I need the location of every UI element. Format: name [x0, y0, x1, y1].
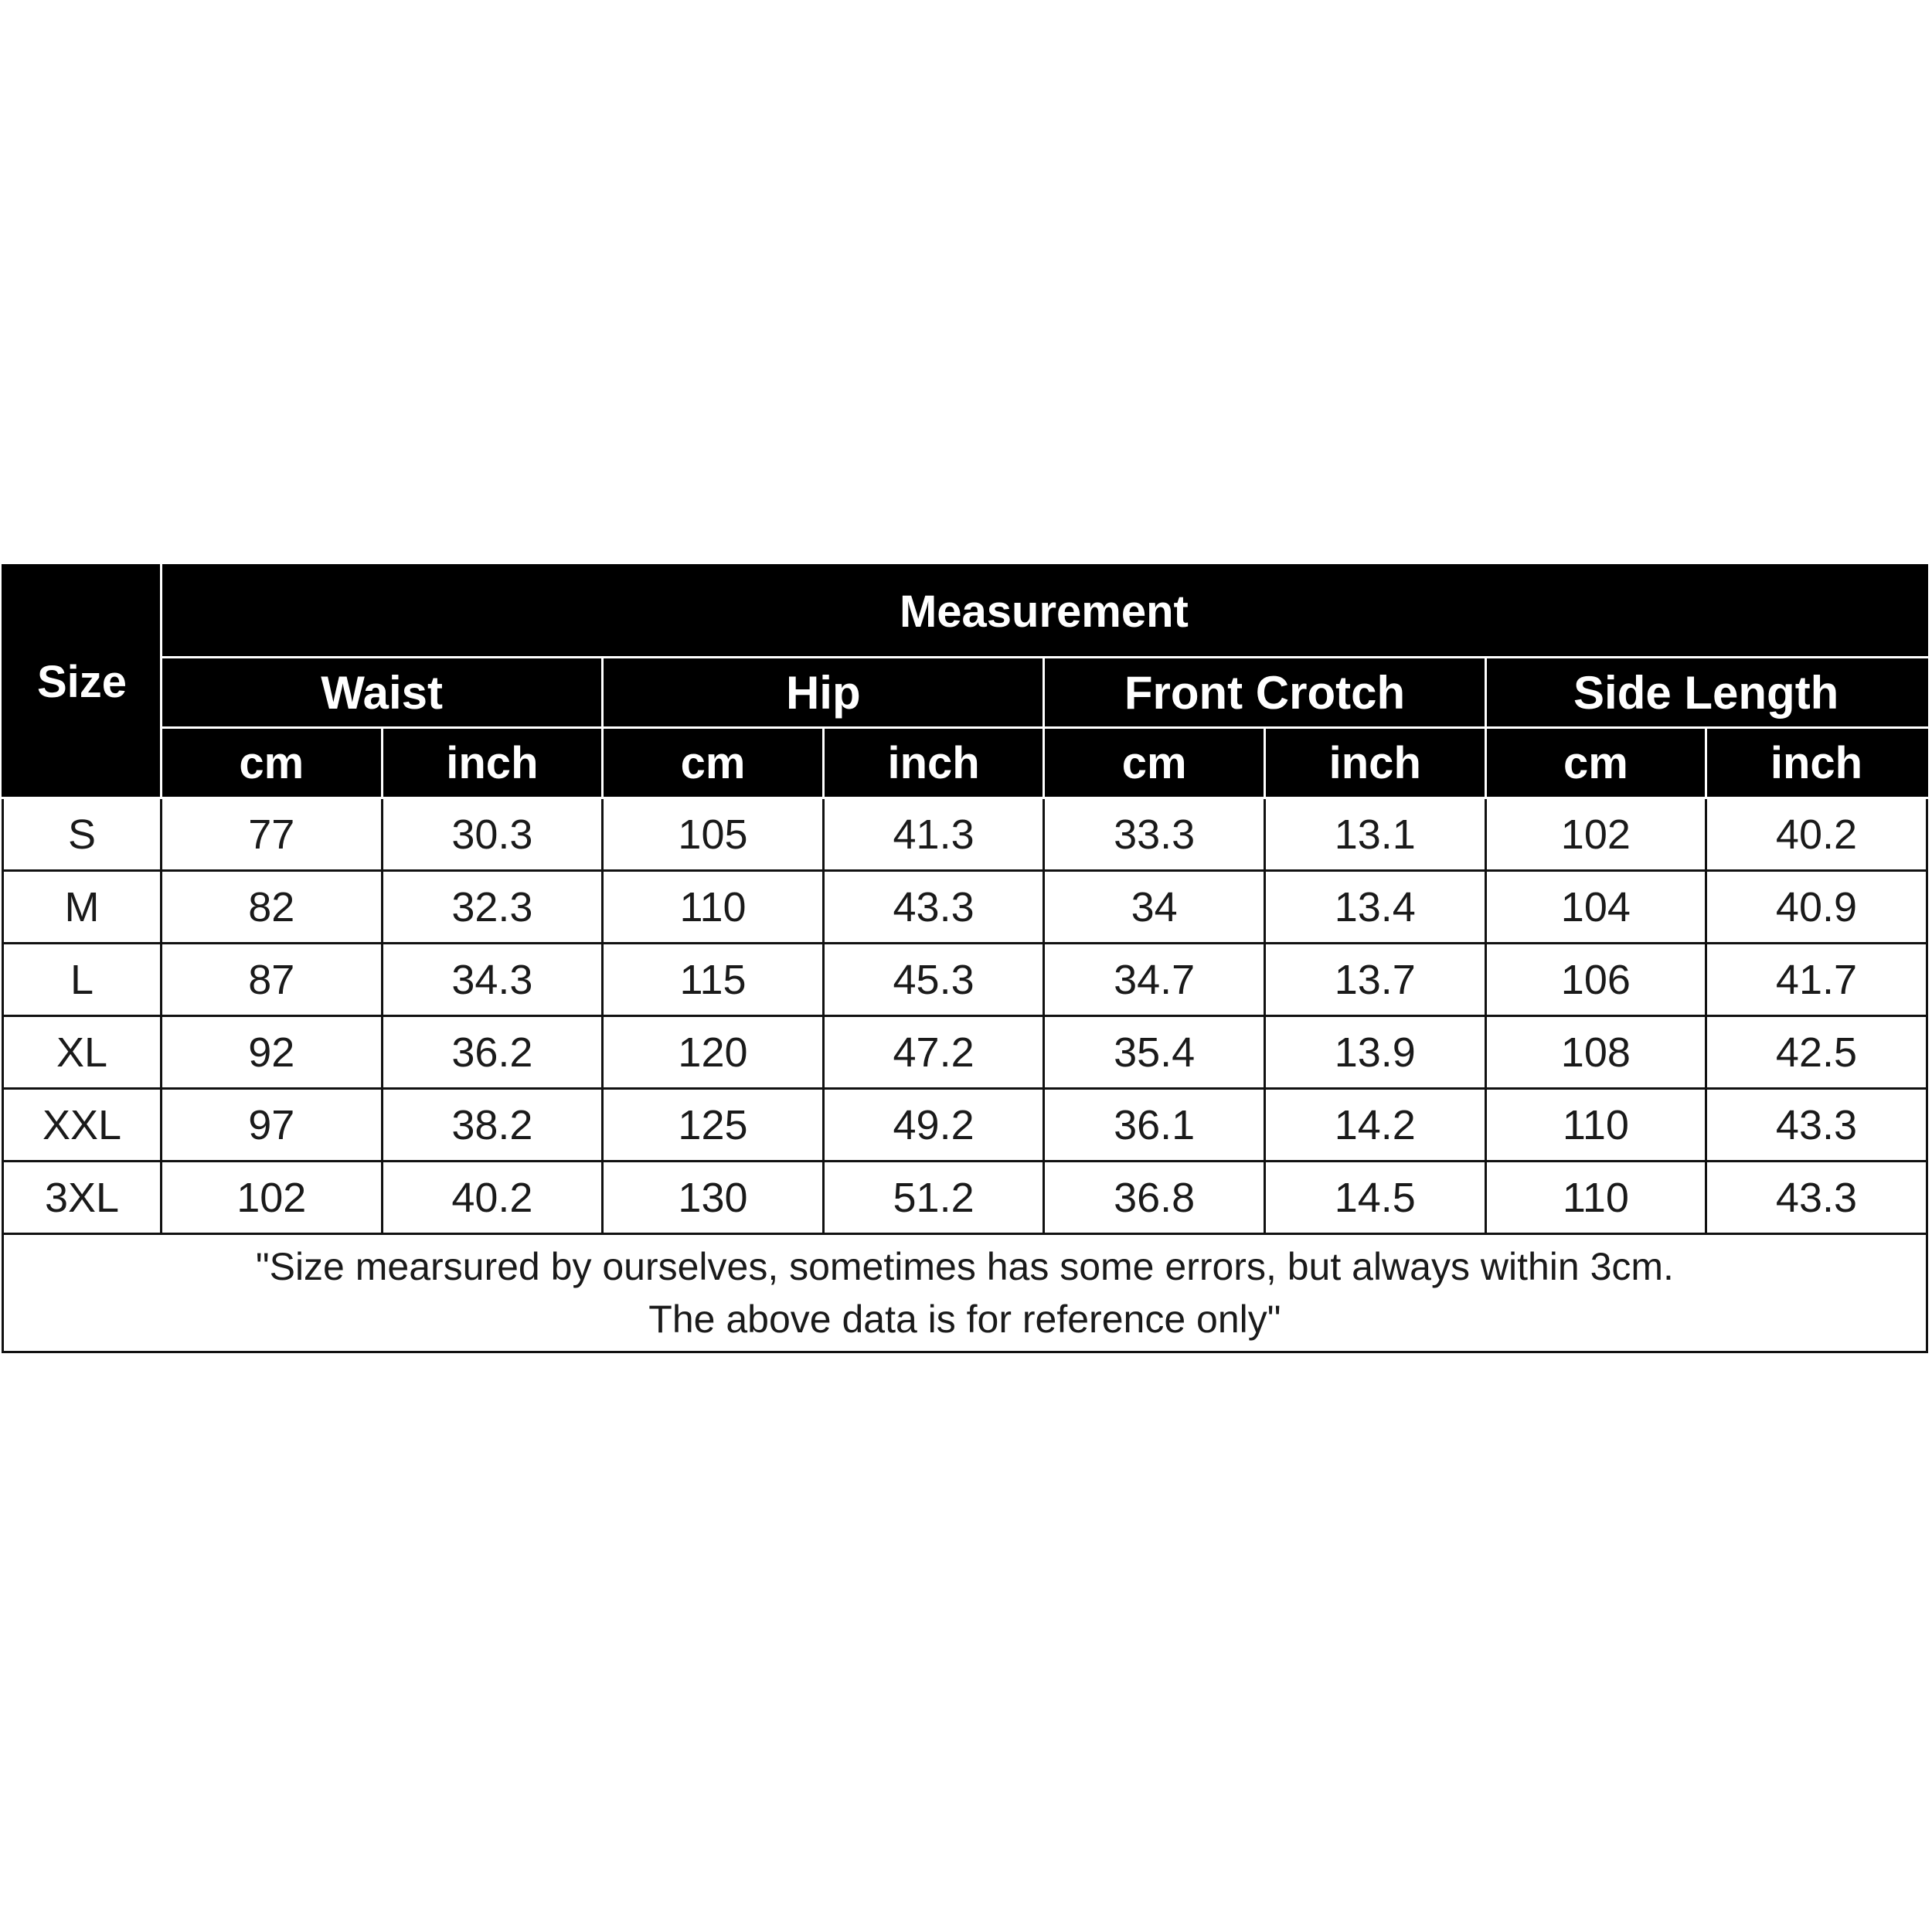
table-footer [3, 1234, 1927, 1352]
group-header-side-length: Side Length [1485, 658, 1927, 728]
value-cell: 130 [603, 1162, 824, 1234]
value-cell: 38.2 [382, 1089, 603, 1162]
measurement-header: Measurement [162, 566, 1927, 658]
value-cell: 110 [1485, 1089, 1706, 1162]
value-cell: 104 [1485, 871, 1706, 944]
table-body [3, 798, 1927, 1234]
unit-header: inch [1264, 728, 1485, 798]
table-row [3, 798, 1927, 871]
value-cell: 34.7 [1044, 944, 1265, 1016]
group-header-waist: Waist [162, 658, 603, 728]
value-cell: 36.2 [382, 1016, 603, 1089]
value-cell: 77 [162, 798, 383, 871]
value-cell: 41.7 [1706, 944, 1927, 1016]
value-cell: 13.7 [1264, 944, 1485, 1016]
value-cell: 120 [603, 1016, 824, 1089]
size-note-line-1: "Size mearsured by ourselves, sometimes has some errors, but always within 3cm. [255, 1245, 1674, 1288]
size-note-line-2: The above data is for reference only" [648, 1298, 1281, 1341]
table-row [3, 1089, 1927, 1162]
value-cell: 30.3 [382, 798, 603, 871]
value-cell: 40.2 [382, 1162, 603, 1234]
size-column-header: Size [3, 566, 162, 798]
table-header [3, 566, 1927, 798]
value-cell: 115 [603, 944, 824, 1016]
unit-header: inch [1706, 728, 1927, 798]
value-cell: 45.3 [823, 944, 1044, 1016]
value-cell: 49.2 [823, 1089, 1044, 1162]
size-note [3, 1234, 1927, 1352]
unit-header: inch [823, 728, 1044, 798]
table-row [3, 1162, 1927, 1234]
value-cell: 102 [1485, 798, 1706, 871]
value-cell: 43.3 [823, 871, 1044, 944]
value-cell: 108 [1485, 1016, 1706, 1089]
value-cell: 97 [162, 1089, 383, 1162]
table-row [3, 1016, 1927, 1089]
value-cell: 40.9 [1706, 871, 1927, 944]
table-row [3, 871, 1927, 944]
table-row [3, 944, 1927, 1016]
size-cell: 3XL [3, 1162, 162, 1234]
size-cell: XXL [3, 1089, 162, 1162]
value-cell: 14.2 [1264, 1089, 1485, 1162]
unit-header: cm [162, 728, 383, 798]
value-cell: 13.9 [1264, 1016, 1485, 1089]
size-chart-table [2, 564, 1928, 1353]
value-cell: 92 [162, 1016, 383, 1089]
value-cell: 14.5 [1264, 1162, 1485, 1234]
value-cell: 47.2 [823, 1016, 1044, 1089]
value-cell: 110 [1485, 1162, 1706, 1234]
size-cell: XL [3, 1016, 162, 1089]
value-cell: 41.3 [823, 798, 1044, 871]
value-cell: 43.3 [1706, 1162, 1927, 1234]
value-cell: 42.5 [1706, 1016, 1927, 1089]
value-cell: 105 [603, 798, 824, 871]
value-cell: 43.3 [1706, 1089, 1927, 1162]
size-cell: M [3, 871, 162, 944]
group-header-hip: Hip [603, 658, 1044, 728]
unit-header: cm [603, 728, 824, 798]
value-cell: 34 [1044, 871, 1265, 944]
size-cell: L [3, 944, 162, 1016]
value-cell: 13.1 [1264, 798, 1485, 871]
value-cell: 34.3 [382, 944, 603, 1016]
value-cell: 33.3 [1044, 798, 1265, 871]
value-cell: 35.4 [1044, 1016, 1265, 1089]
value-cell: 82 [162, 871, 383, 944]
value-cell: 13.4 [1264, 871, 1485, 944]
group-header-front-crotch: Front Crotch [1044, 658, 1485, 728]
unit-header: cm [1485, 728, 1706, 798]
value-cell: 106 [1485, 944, 1706, 1016]
value-cell: 51.2 [823, 1162, 1044, 1234]
value-cell: 102 [162, 1162, 383, 1234]
value-cell: 32.3 [382, 871, 603, 944]
value-cell: 36.1 [1044, 1089, 1265, 1162]
unit-header: inch [382, 728, 603, 798]
unit-header: cm [1044, 728, 1265, 798]
value-cell: 87 [162, 944, 383, 1016]
value-cell: 36.8 [1044, 1162, 1265, 1234]
value-cell: 110 [603, 871, 824, 944]
size-cell: S [3, 798, 162, 871]
value-cell: 125 [603, 1089, 824, 1162]
value-cell: 40.2 [1706, 798, 1927, 871]
